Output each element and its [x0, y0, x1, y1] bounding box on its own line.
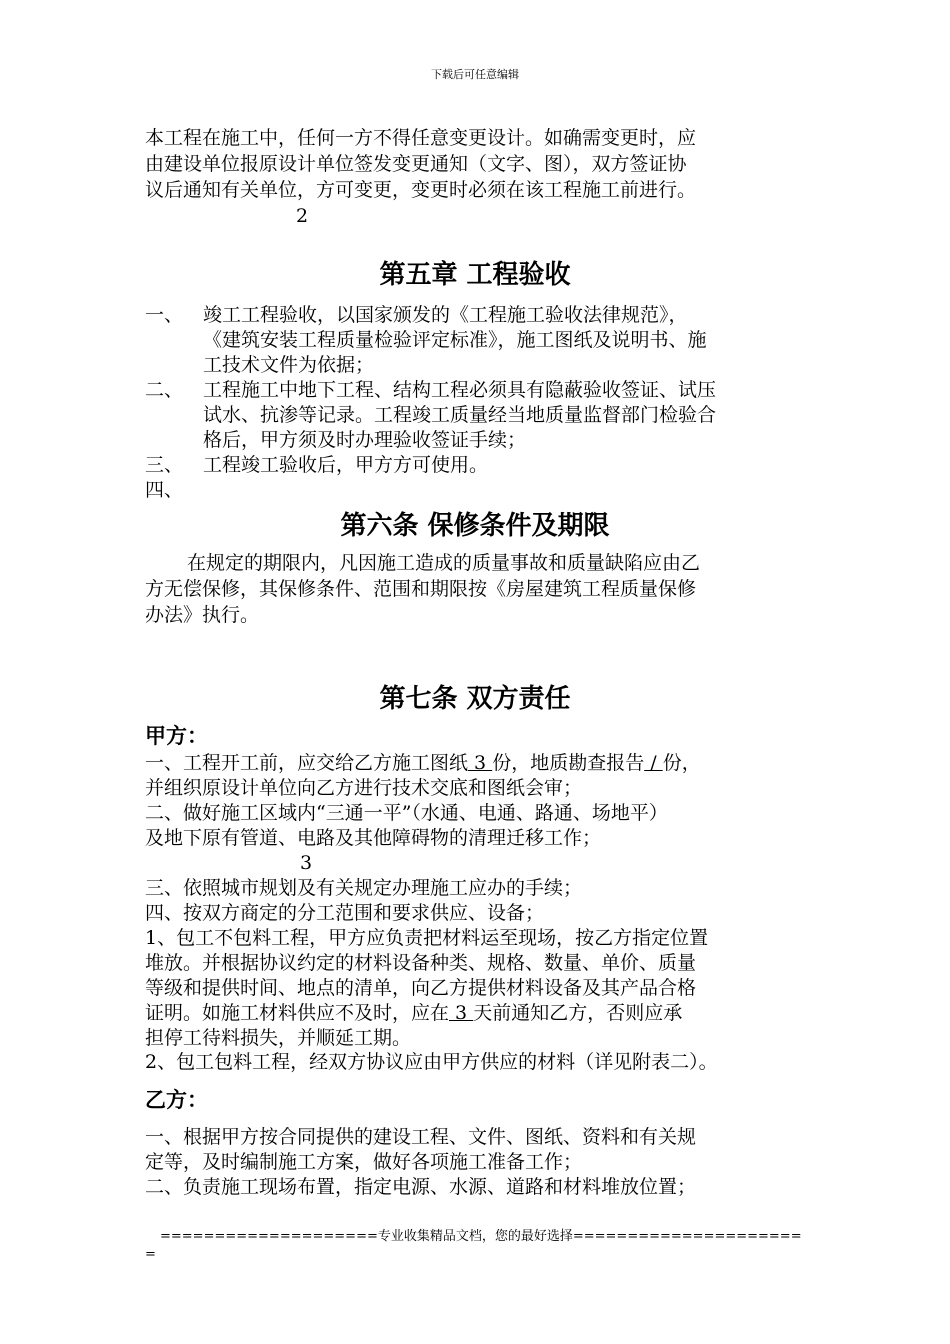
- list-item-text: 工程竣工验收后，甲方方可使用。: [203, 454, 489, 476]
- survey-report-count: /: [644, 752, 663, 774]
- article-6-line-3: 办法》执行。: [145, 604, 260, 626]
- text-span: 证明。如施工材料供应不及时，应在: [145, 1002, 450, 1024]
- list-item-text: 竣工工程验收，以国家颁发的《工程施工验收法律规范》，: [203, 304, 688, 326]
- party-a-item-3: 三、依照城市规划及有关规定办理施工应办的手续；: [145, 877, 583, 899]
- list-item-number: 四、: [145, 479, 184, 501]
- list-item-text: 工程施工中地下工程、结构工程必须具有隐蔽验收签证、试压: [203, 379, 717, 401]
- drawings-count: 3: [468, 752, 493, 774]
- article-6-line-1: 在规定的期限内，凡因施工造成的质量事故和质量缺陷应由乙: [187, 552, 701, 574]
- party-a-sub-1-line-4: [145, 1001, 682, 1025]
- party-a-item-2-line-1: 二、做好施工区域内“三通一平”（水通、电通、路通、场地平）: [145, 802, 668, 824]
- page-header: 下载后可任意编辑: [431, 68, 519, 81]
- chapter-5-title: 第五章 工程验收: [379, 260, 571, 290]
- party-a-sub-1-line-1: 1、包工不包料工程，甲方应负责把材料运至现场，按乙方指定位置: [145, 927, 709, 949]
- party-a-item-2-line-2: 及地下原有管道、电路及其他障碍物的清理迁移工作；: [145, 827, 602, 849]
- list-item-number: 三、: [145, 454, 184, 476]
- intro-line-1: 本工程在施工中，任何一方不得任意变更设计。如确需变更时，应: [145, 127, 697, 149]
- article-6-title: 第六条 保修条件及期限: [340, 511, 610, 541]
- text-span: 份，地质勘查报告: [492, 752, 645, 774]
- list-item-text: 《建筑安装工程质量检验评定标准》，施工图纸及说明书、施: [203, 329, 707, 351]
- page-footer-line-2: =: [145, 1247, 156, 1262]
- party-a-sub-2: 2、包工包料工程，经双方协议应由甲方供应的材料（详见附表二）。: [145, 1051, 718, 1073]
- list-item-number: 一、: [145, 304, 184, 326]
- page-number: 2: [296, 205, 309, 227]
- text-span: 一、工程开工前，应交给乙方施工图纸: [145, 752, 469, 774]
- page-footer-line-1: ====================专业收集精品文档，您的最好选择=====================: [160, 1229, 802, 1244]
- article-6-line-2: 方无偿保修，其保修条件、范围和期限按《房屋建筑工程质量保修: [145, 578, 697, 600]
- party-b-label: 乙方：: [145, 1088, 208, 1112]
- article-7-title: 第七条 双方责任: [379, 684, 571, 714]
- list-item-text: 试水、抗渗等记录。工程竣工质量经当地质量监督部门检验合: [203, 404, 717, 426]
- party-b-item-2: 二、负责施工现场布置，指定电源、水源、道路和材料堆放位置；: [145, 1176, 697, 1198]
- text-span: 天前通知乙方，否则应承: [473, 1002, 683, 1024]
- intro-line-3: 议后通知有关单位，方可变更，变更时必须在该工程施工前进行。: [145, 179, 697, 201]
- party-a-sub-1-line-3: 等级和提供时间、地点的清单，向乙方提供材料设备及其产品合格: [145, 977, 697, 999]
- party-a-sub-1-line-5: 担停工待料损失，并顺延工期。: [145, 1027, 412, 1049]
- list-item-number: 二、: [145, 379, 184, 401]
- party-b-item-1-line-2: 定等，及时编制施工方案，做好各项施工准备工作；: [145, 1151, 583, 1173]
- page-number: 3: [300, 852, 313, 874]
- party-a-item-1-line-2: 并组织原设计单位向乙方进行技术交底和图纸会审；: [145, 777, 583, 799]
- intro-line-2: 由建设单位报原设计单位签发变更通知（文字、图），双方签证协: [145, 153, 687, 175]
- party-b-item-1-line-1: 一、根据甲方按合同提供的建设工程、文件、图纸、资料和有关规: [145, 1126, 697, 1148]
- party-a-sub-1-line-2: 堆放。并根据协议约定的材料设备种类、规格、数量、单价、质量: [145, 952, 697, 974]
- list-item-text: 工技术文件为依据；: [203, 354, 375, 376]
- party-a-item-4: 四、按双方商定的分工范围和要求供应、设备；: [145, 902, 545, 924]
- party-a-label: 甲方：: [145, 724, 208, 748]
- notice-days: 3: [449, 1002, 474, 1024]
- party-a-item-1-line-1: [145, 751, 701, 775]
- list-item-text: 格后，甲方须及时办理验收签证手续；: [203, 429, 527, 451]
- text-span: 份，: [662, 752, 701, 774]
